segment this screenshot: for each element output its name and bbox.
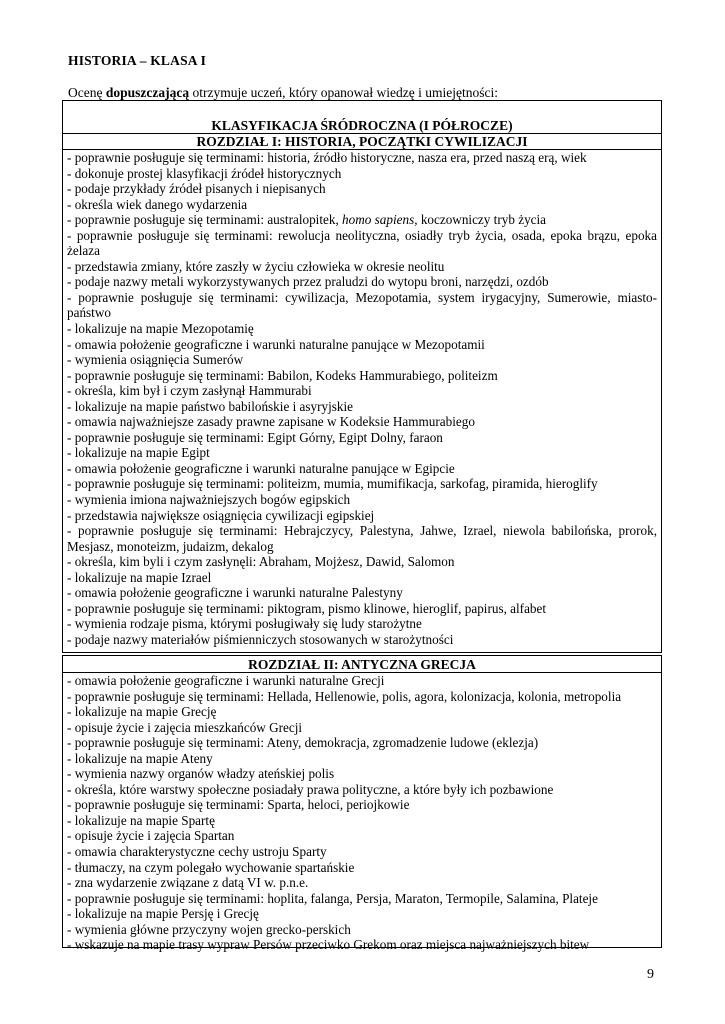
list-item: - wskazuje na mapie trasy wypraw Persów przeciwko Grekom oraz miejsca najważniejszych bitew bbox=[67, 937, 590, 953]
requirements-table-section-2 bbox=[62, 655, 662, 953]
list-item: - wymienia imiona najważniejszych bogów egipskich bbox=[67, 492, 351, 508]
table-heading bbox=[63, 101, 661, 133]
list-item: - poprawnie posługuje się terminami: rewolucja neolityczna, osiadły tryb życia, osada, epoka brązu, epoka bbox=[67, 227, 657, 243]
list-item: - opisuje życie i zajęcia mieszkańców Grecji bbox=[67, 719, 303, 735]
section-2-title-text: ROZDZIAŁ II: ANTYCZNA GRECJA bbox=[248, 657, 476, 672]
list-item: - poprawnie posługuje się terminami: politeizm, mumia, mumifikacja, sarkofag, piramida, hieroglify bbox=[67, 476, 598, 492]
requirements-table-section-1 bbox=[62, 100, 662, 653]
intro-after: otrzymuje uczeń, który opanował wiedzę i umiejętności: bbox=[189, 85, 499, 100]
list-item: - poprawnie posługuje się terminami: Egipt Górny, Egipt Dolny, faraon bbox=[67, 429, 443, 445]
list-item: - poprawnie posługuje się terminami: Ateny, demokracja, zgromadzenie ludowe (eklezja) bbox=[67, 735, 539, 751]
list-item: - poprawnie posługuje się terminami: cywilizacja, Mezopotamia, system irygacyjny, Sumerowie, miasto- bbox=[67, 289, 657, 305]
list-item: - podaje nazwy materiałów piśmienniczych stosowanych w starożytności bbox=[67, 631, 454, 647]
list-item: - lokalizuje na mapie Izrael bbox=[67, 569, 212, 585]
list-item: - omawia położenie geograficzne i warunki naturalne Grecji bbox=[67, 673, 385, 688]
list-item: - lokalizuje na mapie Mezopotamię bbox=[67, 321, 254, 337]
intro-before: Ocenę bbox=[68, 85, 106, 100]
list-item: - poprawnie posługuje się terminami: Sparta, heloci, periojkowie bbox=[67, 797, 410, 813]
list-item: - zna wydarzenie związane z datą VI w. p.n.e. bbox=[67, 875, 309, 891]
list-item: - poprawnie posługuje się terminami: Babilon, Kodeks Hammurabiego, politeizm bbox=[67, 367, 498, 383]
list-item: - lokalizuje na mapie państwo babilońskie i asyryjskie bbox=[67, 398, 354, 414]
list-item: - wymienia główne przyczyny wojen grecko-perskich bbox=[67, 921, 351, 937]
page-number: 9 bbox=[647, 967, 654, 982]
list-item: - poprawnie posługuje się terminami: piktogram, pismo klinowe, hieroglif, papirus, alfabet bbox=[67, 600, 547, 616]
list-item: - lokalizuje na mapie Ateny bbox=[67, 750, 213, 766]
page-title: HISTORIA – KLASA I bbox=[68, 53, 207, 68]
list-item: - określa, kim był i czym zasłynął Hammurabi bbox=[67, 383, 312, 399]
section-2-lines bbox=[63, 673, 661, 953]
list-item: - podaje nazwy metali wykorzystywanych przez praludzi do wytopu broni, narzędzi, ozdób bbox=[67, 274, 549, 290]
list-item: - poprawnie posługuje się terminami: Hebrajczycy, Palestyna, Jahwe, Izrael, niewola babilońska, prorok, bbox=[67, 523, 657, 539]
list-item: - omawia położenie geograficzne i warunki naturalne panujące w Egipcie bbox=[67, 460, 455, 476]
section-1-lines bbox=[63, 150, 661, 648]
grade-name: dopuszczającą bbox=[105, 85, 190, 100]
list-item: - dokonuje prostej klasyfikacji źródeł historycznych bbox=[67, 165, 342, 181]
list-item: - podaje przykłady źródeł pisanych i niepisanych bbox=[67, 181, 326, 197]
italic-term: homo sapiens bbox=[342, 212, 415, 228]
intro-text bbox=[68, 85, 498, 101]
list-item: - omawia charakterystyczne cechy ustroju Sparty bbox=[67, 844, 327, 860]
section-2-title bbox=[63, 656, 661, 673]
list-item: - tłumaczy, na czym polegało wychowanie spartańskie bbox=[67, 859, 355, 875]
list-item: - przedstawia największe osiągnięcia cywilizacji egipskiej bbox=[67, 507, 375, 523]
list-item: - omawia najważniejsze zasady prawne zapisane w Kodeksie Hammurabiego bbox=[67, 414, 475, 430]
list-item: - opisuje życie i zajęcia Spartan bbox=[67, 828, 235, 844]
list-item: - określa wiek danego wydarzenia bbox=[67, 196, 248, 212]
list-item: - określa, kim byli i czym zasłynęli: Abraham, Mojżesz, Dawid, Salomon bbox=[67, 554, 455, 570]
table-heading-text: KLASYFIKACJA ŚRÓDROCZNA (I PÓŁROCZE) bbox=[211, 118, 513, 133]
list-item: - wymienia osiągnięcia Sumerów bbox=[67, 352, 244, 368]
section-1-title bbox=[63, 133, 661, 150]
list-item: - poprawnie posługuje się terminami: australopitek, homo sapiens, koczowniczy tryb życia bbox=[67, 212, 547, 228]
list-item: państwo bbox=[67, 305, 111, 321]
list-item: - poprawnie posługuje się terminami: Hellada, Hellenowie, polis, agora, kolonizacja, kolonia, metropolia bbox=[67, 688, 622, 704]
list-item: - wymienia rodzaje pisma, którymi posługiwały się ludy starożytne bbox=[67, 616, 422, 632]
list-item: Mesjasz, monoteizm, judaizm, dekalog bbox=[67, 538, 274, 554]
list-item: - omawia położenie geograficzne i warunki naturalne Palestyny bbox=[67, 585, 403, 601]
list-item: - poprawnie posługuje się terminami: hoplita, falanga, Persja, Maraton, Termopile, Salamina, Plateje bbox=[67, 890, 598, 906]
list-item: - lokalizuje na mapie Grecję bbox=[67, 704, 217, 720]
list-item: - wymienia nazwy organów władzy ateńskiej polis bbox=[67, 766, 335, 782]
list-item: - omawia położenie geograficzne i warunki naturalne panujące w Mezopotamii bbox=[67, 336, 485, 352]
section-1-title-text: ROZDZIAŁ I: HISTORIA, POCZĄTKI CYWILIZACJI bbox=[196, 134, 528, 149]
list-item: - lokalizuje na mapie Persję i Grecję bbox=[67, 906, 259, 922]
list-item: - poprawnie posługuje się terminami: historia, źródło historyczne, nasza era, przed naszą erą, wiek bbox=[67, 150, 587, 165]
list-item: - określa, które warstwy społeczne posiadały prawa polityczne, a które były ich pozbawione bbox=[67, 781, 554, 797]
list-item: - lokalizuje na mapie Spartę bbox=[67, 812, 215, 828]
list-item: żelaza bbox=[67, 243, 100, 259]
list-item: - lokalizuje na mapie Egipt bbox=[67, 445, 210, 461]
list-item: - przedstawia zmiany, które zaszły w życiu człowieka w okresie neolitu bbox=[67, 258, 445, 274]
